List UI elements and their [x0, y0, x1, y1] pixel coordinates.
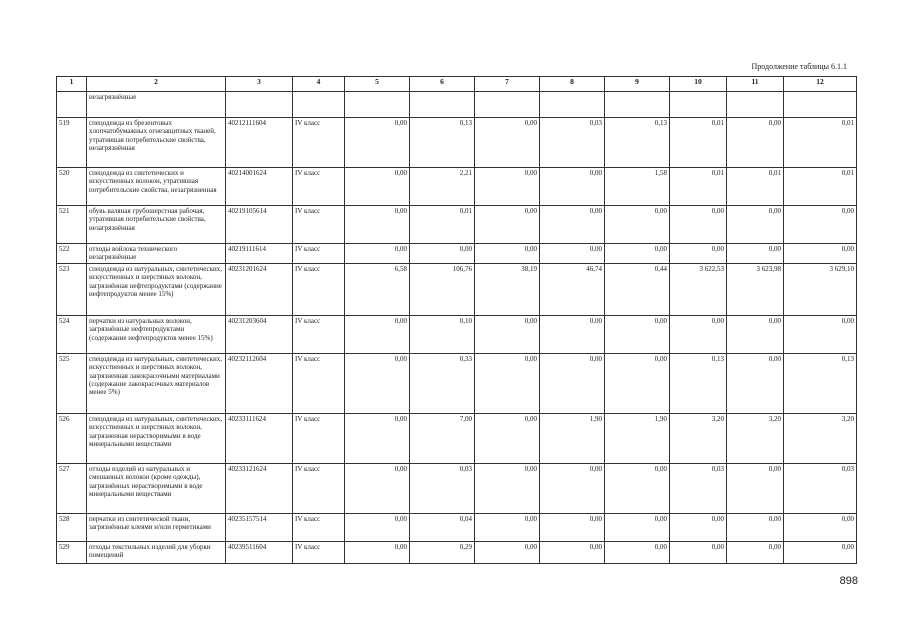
value-cell: 0,00	[605, 463, 670, 513]
value-cell: 0,00	[727, 206, 784, 244]
fkko-code-cell: 40219111614	[226, 244, 293, 264]
fkko-code-cell: 40233121624	[226, 463, 293, 513]
waste-name-cell: отходы текстильных изделий для уборки помещений	[87, 541, 226, 563]
fkko-code-cell: 40233111624	[226, 413, 293, 463]
value-cell: 6,58	[345, 263, 410, 315]
value-cell: 0,00	[475, 118, 540, 168]
value-cell: 0,00	[345, 244, 410, 264]
row-number-cell: 528	[57, 513, 87, 541]
value-cell: 0,00	[540, 513, 605, 541]
value-cell: 0,00	[540, 541, 605, 563]
value-cell: 7,00	[410, 413, 475, 463]
value-cell: 3,20	[670, 413, 727, 463]
column-header: 1	[57, 77, 87, 92]
value-cell: 0,00	[727, 541, 784, 563]
table-row	[57, 168, 857, 206]
value-cell: 0,00	[540, 315, 605, 353]
value-cell: 0,00	[670, 244, 727, 264]
fkko-code-cell: 40231201624	[226, 263, 293, 315]
value-cell: 3 622,53	[670, 263, 727, 315]
value-cell: 0,00	[670, 206, 727, 244]
table-row	[57, 353, 857, 413]
value-cell: 0,00	[345, 206, 410, 244]
table-row	[57, 315, 857, 353]
value-cell: 0,03	[410, 463, 475, 513]
value-cell: 0,00	[605, 206, 670, 244]
fkko-code-cell	[226, 92, 293, 118]
table-row	[57, 413, 857, 463]
value-cell: 0,00	[670, 541, 727, 563]
value-cell	[784, 92, 857, 118]
value-cell: 0,00	[605, 513, 670, 541]
value-cell: 1,90	[540, 413, 605, 463]
header-row	[57, 77, 857, 92]
value-cell: 0,00	[784, 244, 857, 264]
fkko-code-cell: 40219105614	[226, 206, 293, 244]
value-cell	[345, 92, 410, 118]
value-cell: 0,00	[475, 541, 540, 563]
waste-name-cell: спецодежда из брезентовых хлопчатобумажных огнезащитных тканей, утратившая потребительские свойства, незагрязнённая	[87, 118, 226, 168]
waste-name-cell: незагрязнённые	[87, 92, 226, 118]
waste-name-cell: отходы изделий из натуральных и смешанных волокон (кроме одежды), загрязнённых нерастворимыми в воде минеральными веществами	[87, 463, 226, 513]
value-cell: 0,00	[727, 463, 784, 513]
value-cell: 3 623,98	[727, 263, 784, 315]
value-cell: 0,00	[727, 315, 784, 353]
value-cell: 0,03	[540, 118, 605, 168]
hazard-class-cell: IV класс	[293, 513, 345, 541]
value-cell: 0,03	[670, 463, 727, 513]
value-cell: 1,58	[605, 168, 670, 206]
row-number-cell: 525	[57, 353, 87, 413]
value-cell: 0,00	[605, 353, 670, 413]
waste-name-cell: спецодежда из натуральных, синтетических, искусственных и шерстяных волокон, загрязненная нерастворимыми в воде минеральными веществами	[87, 413, 226, 463]
row-number-cell: 523	[57, 263, 87, 315]
table-row	[57, 541, 857, 563]
value-cell: 3 629,10	[784, 263, 857, 315]
value-cell: 0,33	[410, 353, 475, 413]
value-cell: 0,00	[475, 463, 540, 513]
value-cell	[670, 92, 727, 118]
value-cell: 0,04	[410, 513, 475, 541]
row-number-cell	[57, 92, 87, 118]
value-cell: 0,00	[475, 513, 540, 541]
value-cell: 0,00	[345, 315, 410, 353]
value-cell: 0,00	[727, 244, 784, 264]
value-cell: 0,44	[605, 263, 670, 315]
value-cell	[540, 92, 605, 118]
column-header: 2	[87, 77, 226, 92]
value-cell: 0,01	[784, 118, 857, 168]
value-cell: 0,01	[670, 118, 727, 168]
value-cell: 0,00	[345, 168, 410, 206]
table-caption: Продолжение таблицы 6.1.1	[751, 62, 847, 71]
value-cell: 46,74	[540, 263, 605, 315]
value-cell: 0,00	[784, 513, 857, 541]
value-cell: 0,13	[784, 353, 857, 413]
table-row	[57, 463, 857, 513]
value-cell: 0,00	[670, 315, 727, 353]
value-cell: 0,00	[345, 513, 410, 541]
value-cell: 0,10	[410, 315, 475, 353]
value-cell: 0,00	[605, 541, 670, 563]
row-number-cell: 522	[57, 244, 87, 264]
value-cell: 0,00	[345, 541, 410, 563]
value-cell: 0,00	[475, 353, 540, 413]
row-number-cell: 529	[57, 541, 87, 563]
value-cell: 0,01	[727, 168, 784, 206]
waste-name-cell: обувь валяная грубошерстная рабочая, утратившая потребительские свойства, незагрязнённая	[87, 206, 226, 244]
value-cell: 0,00	[540, 353, 605, 413]
fkko-code-cell: 40239511604	[226, 541, 293, 563]
hazard-class-cell: IV класс	[293, 263, 345, 315]
hazard-class-cell: IV класс	[293, 118, 345, 168]
column-header: 3	[226, 77, 293, 92]
row-number-cell: 527	[57, 463, 87, 513]
value-cell: 0,00	[540, 168, 605, 206]
value-cell: 0,00	[345, 463, 410, 513]
fkko-code-cell: 40231203604	[226, 315, 293, 353]
value-cell: 0,00	[670, 513, 727, 541]
waste-name-cell: отходы войлока технического незагрязнённые	[87, 244, 226, 264]
data-table	[56, 76, 857, 564]
value-cell: 0,03	[784, 463, 857, 513]
value-cell: 2,21	[410, 168, 475, 206]
value-cell: 0,00	[605, 315, 670, 353]
value-cell: 0,00	[540, 206, 605, 244]
fkko-code-cell: 40232112604	[226, 353, 293, 413]
value-cell: 0,00	[540, 463, 605, 513]
value-cell: 0,13	[670, 353, 727, 413]
table-row	[57, 206, 857, 244]
column-header: 9	[605, 77, 670, 92]
hazard-class-cell: IV класс	[293, 168, 345, 206]
value-cell: 3,20	[727, 413, 784, 463]
row-number-cell: 524	[57, 315, 87, 353]
value-cell: 0,00	[784, 541, 857, 563]
column-header: 7	[475, 77, 540, 92]
column-header: 10	[670, 77, 727, 92]
value-cell: 0,00	[345, 118, 410, 168]
value-cell: 0,01	[410, 206, 475, 244]
column-header: 8	[540, 77, 605, 92]
fkko-code-cell: 40212111604	[226, 118, 293, 168]
column-header: 12	[784, 77, 857, 92]
table-row	[57, 118, 857, 168]
hazard-class-cell: IV класс	[293, 353, 345, 413]
column-header: 11	[727, 77, 784, 92]
value-cell: 0,29	[410, 541, 475, 563]
waste-name-cell: перчатки из синтетической ткани, загрязнённые клеями и/или герметиками	[87, 513, 226, 541]
value-cell: 0,00	[345, 413, 410, 463]
value-cell: 0,01	[784, 168, 857, 206]
value-cell: 0,13	[605, 118, 670, 168]
value-cell: 0,00	[475, 244, 540, 264]
value-cell: 0,00	[784, 315, 857, 353]
hazard-class-cell: IV класс	[293, 463, 345, 513]
hazard-class-cell: IV класс	[293, 413, 345, 463]
row-number-cell: 526	[57, 413, 87, 463]
hazard-class-cell: IV класс	[293, 541, 345, 563]
value-cell	[475, 92, 540, 118]
waste-name-cell: спецодежда из натуральных, синтетических, искусственных и шерстяных волокон, загрязненная лакокрасочными материалами (содержание лакокрасочных материалов менее 5%)	[87, 353, 226, 413]
value-cell: 0,00	[727, 118, 784, 168]
column-header: 6	[410, 77, 475, 92]
value-cell: 0,01	[670, 168, 727, 206]
column-header: 5	[345, 77, 410, 92]
row-number-cell: 521	[57, 206, 87, 244]
value-cell: 38,19	[475, 263, 540, 315]
table-row	[57, 263, 857, 315]
value-cell: 1,90	[605, 413, 670, 463]
table-body	[57, 92, 857, 564]
column-header: 4	[293, 77, 345, 92]
table-row	[57, 513, 857, 541]
row-number-cell: 519	[57, 118, 87, 168]
value-cell: 0,00	[540, 244, 605, 264]
table-row	[57, 92, 857, 118]
value-cell: 0,00	[475, 315, 540, 353]
value-cell: 0,00	[475, 206, 540, 244]
value-cell: 0,00	[727, 353, 784, 413]
page-number: 898	[839, 575, 858, 587]
value-cell	[605, 92, 670, 118]
hazard-class-cell: IV класс	[293, 244, 345, 264]
waste-name-cell: спецодежда из натуральных, синтетических, искусственных и шерстяных волокон, загрязнённая нефтепродуктами (содержание нефтепродуктов менее 15%)	[87, 263, 226, 315]
value-cell	[410, 92, 475, 118]
hazard-class-cell: IV класс	[293, 315, 345, 353]
hazard-class-cell: IV класс	[293, 206, 345, 244]
fkko-code-cell: 40235157514	[226, 513, 293, 541]
value-cell: 0,00	[784, 206, 857, 244]
value-cell: 0,13	[410, 118, 475, 168]
value-cell: 0,00	[727, 513, 784, 541]
waste-name-cell: перчатки из натуральных волокон, загрязнённые нефтепродуктами (содержание нефтепродуктов менее 15%)	[87, 315, 226, 353]
waste-name-cell: спецодежда из синтетических и искусственных волокон, утратившая потребительские свойства, незагрязненная	[87, 168, 226, 206]
value-cell: 0,00	[475, 413, 540, 463]
value-cell: 3,20	[784, 413, 857, 463]
table-row	[57, 244, 857, 264]
fkko-code-cell: 40214001624	[226, 168, 293, 206]
value-cell: 106,76	[410, 263, 475, 315]
row-number-cell: 520	[57, 168, 87, 206]
value-cell: 0,00	[475, 168, 540, 206]
value-cell: 0,00	[410, 244, 475, 264]
hazard-class-cell	[293, 92, 345, 118]
value-cell: 0,00	[605, 244, 670, 264]
value-cell	[727, 92, 784, 118]
value-cell: 0,00	[345, 353, 410, 413]
